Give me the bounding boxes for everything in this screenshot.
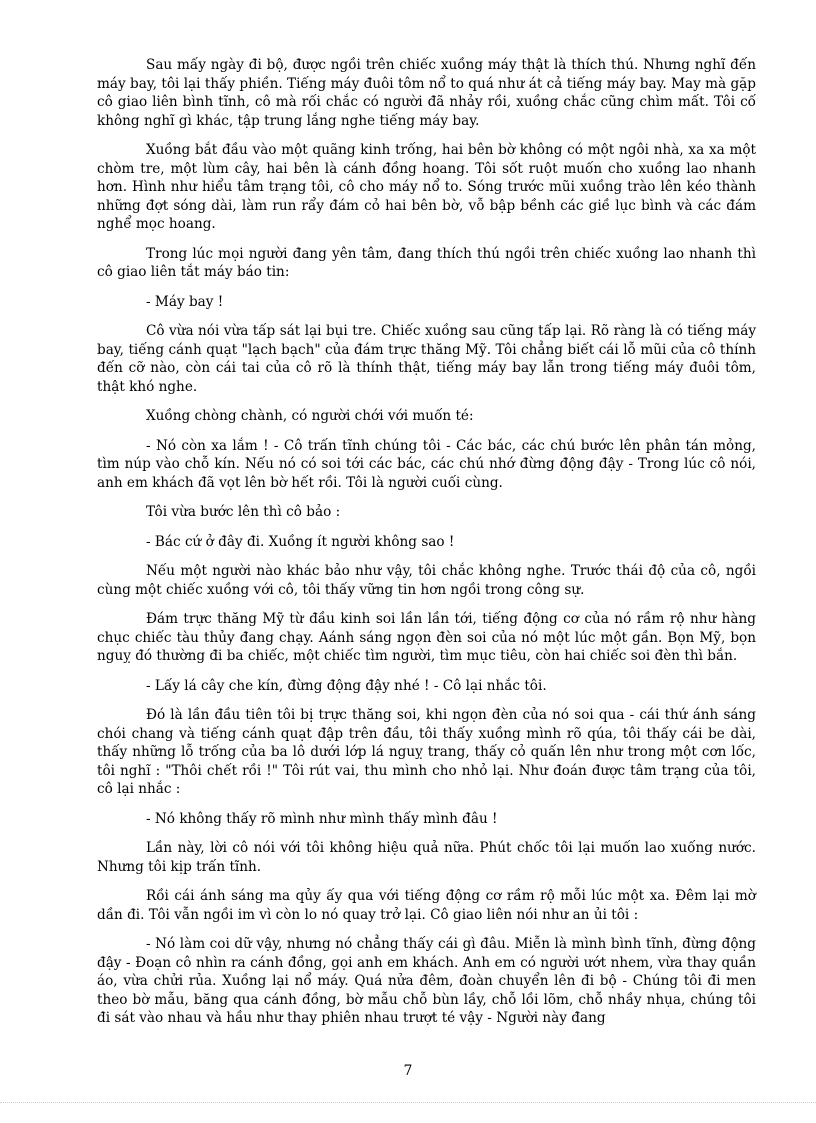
- paragraph-17: - Nó làm coi dữ vậy, nhưng nó chẳng thấy cái gì đâu. Miễn là mình bình tĩnh, đừng động đậy - Đoạn cô nhìn ra cánh đồng, gọi anh em khách. Anh em có người ướt nhem, vừa thay quần áo, vừa chửi rủa. Xuồng lại nổ máy. Quá nửa đêm, đoàn chuyển lên đi bộ - Chúng tôi đi men theo bờ mẫu, băng qua cánh đồng, bờ mẫu chỗ bùn lầy, chỗ lồi lõm, chỗ nhầy nhụa, chúng tôi đi sát vào nhau và hầu như thay phiên nhau trượt té vậy - Người này đang: [97, 936, 756, 1026]
- paragraph-1: Sau mấy ngày đi bộ, được ngồi trên chiếc xuồng máy thật là thích thú. Nhưng nghĩ đến máy bay, tôi lại thấy phiền. Tiếng máy đuôi tôm nổ to quá như át cả tiếng máy bay. May mà gặp cô giao liên bình tĩnh, cô mà rối chắc có người đã nhảy rồi, xuồng chắc cũng chìm mất. Tôi cố không nghĩ gì khác, tập trung lắng nghe tiếng máy bay.: [97, 57, 756, 129]
- paragraph-8: Tôi vừa bước lên thì cô bảo :: [146, 504, 341, 520]
- page-body: [97, 56, 756, 1039]
- paragraph-15: Lần này, lời cô nói với tôi không hiệu quả nữa. Phút chốc tôi lại muốn lao xuống nước. Nhưng tôi kịp trấn tĩnh.: [97, 840, 756, 875]
- paragraph-16: Rồi cái ánh sáng ma qủy ấy qua với tiếng động cơ rầm rộ mỗi lúc một xa. Đêm lại mờ dần đi. Tôi vẫn ngồi im vì còn lo nó quay trở lại. Cô giao liên nói như an ủi tôi :: [97, 888, 756, 923]
- paragraph-14: - Nó không thấy rõ mình như mình thấy mình đâu !: [146, 810, 498, 827]
- paragraph-10: Nếu một người nào khác bảo như vậy, tôi chắc không nghe. Trước thái độ của cô, ngồi cùng một chiếc xuồng với cô, tôi thấy vững tin hơn ngồi trong công sự.: [97, 563, 756, 598]
- paragraph-3: Trong lúc mọi người đang yên tâm, đang thích thú ngồi trên chiếc xuồng lao nhanh thì cô giao liên tắt máy báo tin:: [97, 245, 756, 280]
- page-number: 7: [403, 1063, 413, 1079]
- paragraph-5: Cô vừa nói vừa tấp sát lại bụi tre. Chiếc xuồng sau cũng tấp lại. Rõ ràng là có tiếng máy bay, tiếng cánh quạt "lạch bạch" của đám trực thăng Mỹ. Tôi chẳng biết cái lỗ mũi của cô thính đến cỡ nào, còn cái tai của cô rõ là thính thật, tiếng máy bay lẫn trong tiếng máy đuôi tôm, thật khó nghe.: [97, 323, 756, 395]
- paragraph-2: Xuồng bắt đầu vào một quãng kinh trống, hai bên bờ không có một ngôi nhà, xa xa một chòm tre, một lùm cây, hai bên là cánh đồng hoang. Tôi sốt ruột muốn cho xuồng lao nhanh hơn. Hình như hiểu tâm trạng tôi, cô cho máy nổ to. Sóng trước mũi xuồng trào lên kéo thành những đợt sóng dài, làm run rẩy đám cỏ hai bên bờ, vỗ bập bềnh các giề lục bình và các đám nghể mọc hoang.: [97, 142, 756, 232]
- paragraph-6: Xuồng chòng chành, có người chới với muốn té:: [146, 408, 474, 424]
- paragraph-11: Đám trực thăng Mỹ từ đầu kinh soi lần lần tới, tiếng động cơ của nó rầm rộ như hàng chục chiếc tàu thủy đang chạy. Aánh sáng ngọn đèn soi của nó một lúc một gần. Bọn Mỹ, bọn nguỵ đó thường đi ba chiếc, một chiếc tìm người, tìm mục tiêu, còn hai chiếc soi đèn thì bắn.: [97, 611, 756, 664]
- paragraph-13: Đó là lần đầu tiên tôi bị trực thăng soi, khi ngọn đèn của nó soi qua - cái thứ ánh sáng chói chang và tiếng cánh quạt đập trên đầu, tôi thấy xuồng mình rõ qúa, tôi thấy cái be dài, thấy những lỗ trống của ba lô dưới lớp lá nguỵ trang, thấy cỏ quấn lên như trong một cơn lốc, tôi nghĩ : "Thôi chết rồi !" Tôi rút vai, thu mình cho nhỏ lại. Như đoán được tâm trạng của tôi, cô lại nhắc :: [97, 707, 756, 797]
- page-divider: [0, 1102, 816, 1103]
- paragraph-9: - Bác cứ ở đây đi. Xuồng ít người không sao !: [146, 533, 455, 550]
- paragraph-12: - Lấy lá cây che kín, đừng động đậy nhé ! - Cô lại nhắc tôi.: [146, 677, 547, 694]
- paragraph-7: - Nó còn xa lắm ! - Cô trấn tĩnh chúng tôi - Các bác, các chú bước lên phân tán mỏng, tìm núp vào chỗ kín. Nếu nó có soi tới các bác, các chú nhớ đừng động đậy - Trong lúc cô nói, anh em khách đã vọt lên bờ hết rồi. Tôi là người cuối cùng.: [97, 437, 756, 491]
- paragraph-4: - Máy bay !: [146, 293, 224, 310]
